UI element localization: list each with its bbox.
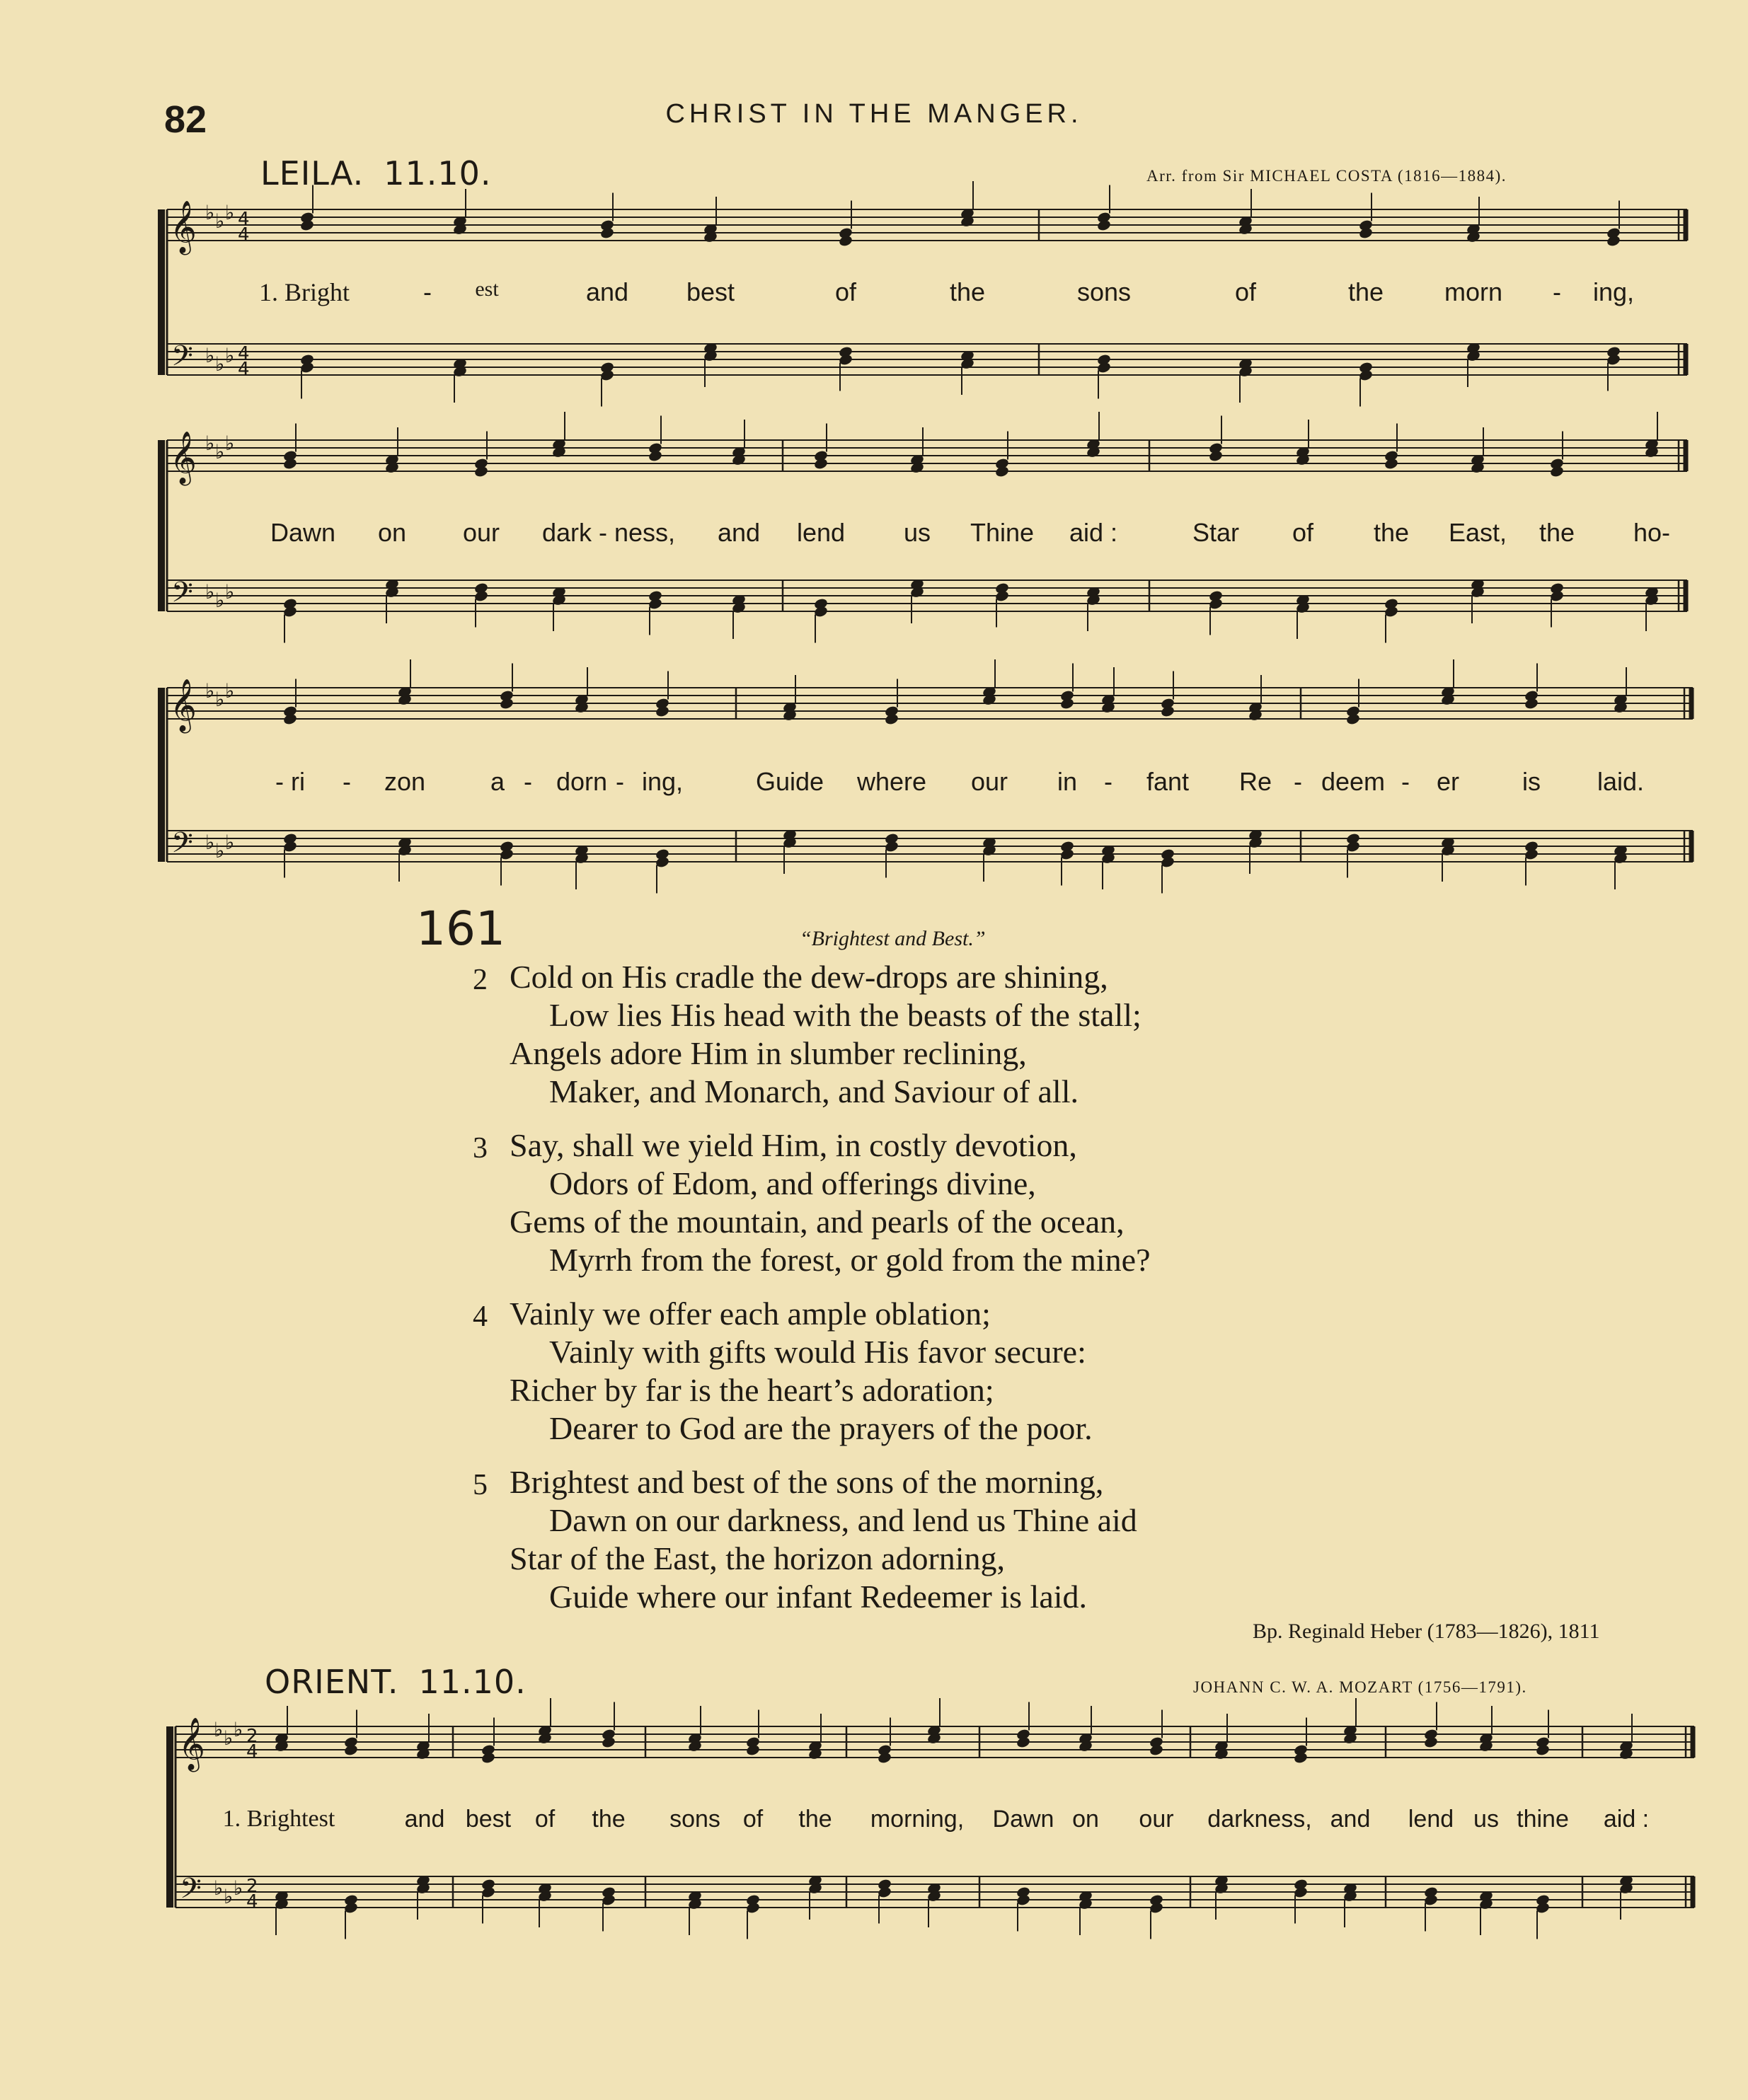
lyric-syllable: Re: [1238, 767, 1272, 796]
time-signature: 2: [246, 1876, 258, 1897]
lyric-syllable: of: [1234, 277, 1257, 306]
stanza-line: Cold on His cradle the dew-drops are shining,: [510, 959, 1108, 995]
lyric-syllable: lend: [796, 518, 846, 547]
lyric-syllable: morn: [1444, 277, 1503, 306]
tune-meter: 11.10.: [384, 154, 492, 192]
lyric-syllable: on: [377, 518, 407, 547]
stanza-line: Low lies His head with the beasts of the stall;: [549, 997, 1142, 1033]
stanza-line: Odors of Edom, and offerings divine,: [549, 1165, 1036, 1201]
flat-sign: ♭: [225, 679, 235, 703]
lyric-syllable: -: [1104, 767, 1112, 796]
lyric-syllable: a: [490, 767, 505, 796]
flat-sign: ♭: [205, 831, 215, 854]
lyric-syllable: Star: [1192, 518, 1240, 547]
bass-clef: 𝄢: [171, 576, 193, 616]
flat-sign: ♭: [234, 1718, 243, 1741]
lyric-syllable: -: [1401, 767, 1410, 796]
lyric-syllable: of: [742, 1806, 764, 1833]
time-signature: 4: [238, 209, 250, 230]
stanza-line: Guide where our infant Redeemer is laid.: [549, 1579, 1088, 1615]
stanza-line: Dawn on our darkness, and lend us Thine aid: [549, 1502, 1137, 1538]
tune-composer: Arr. from Sir MICHAEL COSTA (1816—1884).: [1146, 167, 1507, 185]
text-attribution: Bp. Reginald Heber (1783—1826), 1811: [1253, 1620, 1600, 1643]
hymn-number: 161: [416, 901, 505, 956]
stanza-line: Vainly with gifts would His favor secure:: [549, 1334, 1086, 1370]
stanza-number: 5: [473, 1469, 488, 1501]
flat-sign: ♭: [215, 589, 225, 612]
bass-clef: 𝄢: [180, 1872, 202, 1912]
running-head: CHRIST IN THE MANGER.: [665, 99, 1083, 129]
lyric-syllable: thine: [1517, 1806, 1569, 1833]
lyric-syllable: and: [585, 277, 629, 306]
lyric-syllable: -: [423, 277, 432, 306]
lyric-syllable: and: [1330, 1806, 1371, 1833]
stanza-line: Dearer to God are the prayers of the poor.: [549, 1410, 1093, 1446]
time-signature: 4: [238, 343, 250, 364]
lyric-syllable: our: [462, 518, 500, 547]
lyric-syllable: -: [1553, 277, 1561, 306]
flat-sign: ♭: [215, 839, 225, 862]
lyric-syllable: our: [970, 767, 1008, 796]
tune-orient-heading: [265, 1663, 527, 1701]
treble-clef: 𝄞: [170, 201, 197, 253]
flat-sign: ♭: [205, 432, 215, 455]
flat-sign: ♭: [225, 831, 235, 854]
lyric-syllable: lend: [1408, 1806, 1454, 1833]
lyric-syllable: the: [1347, 277, 1384, 306]
tune-name: LEILA.: [260, 154, 364, 192]
lyric-syllable: the: [798, 1806, 832, 1833]
lyric-syllable: -: [343, 767, 351, 796]
lyric-syllable: best: [686, 277, 735, 306]
lyric-syllable: of: [1292, 518, 1314, 547]
lyric-syllable: dark - ness,: [541, 518, 676, 547]
lyric-syllable: the: [1539, 518, 1575, 547]
lyric-syllable: est: [475, 277, 499, 301]
stanza-line: Myrrh from the forest, or gold from the mine?: [549, 1242, 1151, 1278]
lyric-syllable: of: [834, 277, 857, 306]
treble-clef: 𝄞: [178, 1718, 205, 1770]
bass-clef: 𝄢: [171, 826, 193, 866]
stanza-number: 3: [473, 1132, 488, 1165]
stanza-line: Star of the East, the horizon adorning,: [510, 1540, 1006, 1576]
lyric-syllable: us: [903, 518, 931, 547]
stanza-line: Gems of the mountain, and pearls of the ocean,: [510, 1204, 1125, 1240]
lyric-syllable: dorn: [556, 767, 608, 796]
lyric-syllable: the: [1373, 518, 1410, 547]
lyric-syllable: - ri: [275, 767, 305, 796]
lyric-syllable: deem: [1321, 767, 1386, 796]
bass-clef: 𝄢: [171, 340, 193, 379]
stanza-line: Vainly we offer each ample oblation;: [510, 1296, 991, 1332]
page-number: 82: [164, 98, 207, 141]
lyric-syllable: darkness,: [1207, 1806, 1312, 1833]
lyric-syllable: Dawn: [270, 518, 336, 547]
flat-sign: ♭: [225, 201, 235, 224]
flat-sign: ♭: [234, 1876, 243, 1900]
flat-sign: ♭: [224, 1726, 234, 1750]
stanza-line: Brightest and best of the sons of the morning,: [510, 1464, 1104, 1500]
stanza-line: Angels adore Him in slumber reclining,: [510, 1035, 1027, 1071]
lyric-syllable: ing,: [1592, 277, 1635, 306]
lyric-syllable: 1. Brightest: [222, 1806, 335, 1832]
lyric-syllable: is: [1522, 767, 1541, 796]
time-signature: 4: [246, 1741, 258, 1762]
flat-sign: ♭: [215, 352, 225, 376]
flat-sign: ♭: [205, 679, 215, 703]
flat-sign: ♭: [224, 1885, 234, 1908]
tune-name: ORIENT.: [265, 1663, 399, 1701]
lyric-syllable: of: [534, 1806, 556, 1833]
lyric-syllable: sons: [669, 1806, 720, 1833]
flat-sign: ♭: [205, 580, 215, 604]
stanza-number: 4: [473, 1300, 488, 1333]
flat-sign: ♭: [205, 201, 215, 224]
flat-sign: ♭: [225, 344, 235, 367]
lyric-syllable: us: [1473, 1806, 1499, 1833]
lyric-syllable: morning,: [870, 1806, 965, 1833]
lyric-syllable: and: [717, 518, 761, 547]
lyric-syllable: East,: [1448, 518, 1507, 547]
lyric-syllable: Dawn: [992, 1806, 1054, 1833]
time-signature: 4: [246, 1891, 258, 1912]
time-signature: 4: [238, 224, 250, 246]
lyric-syllable: er: [1436, 767, 1460, 796]
time-signature: 4: [238, 359, 250, 380]
flat-sign: ♭: [214, 1876, 224, 1900]
lyric-syllable: 1. Bright: [258, 278, 350, 306]
lyric-syllable: zon: [384, 767, 426, 796]
lyric-syllable: Guide: [755, 767, 824, 796]
tune-composer: JOHANN C. W. A. MOZART (1756—1791).: [1193, 1678, 1527, 1696]
hymn-title: “Brightest and Best.”: [800, 927, 986, 950]
lyric-syllable: where: [856, 767, 927, 796]
treble-clef: 𝄞: [170, 432, 197, 484]
stanza-number: 2: [473, 964, 488, 996]
lyric-syllable: our: [1139, 1806, 1174, 1833]
time-signature: 2: [246, 1726, 258, 1747]
tune-meter: 11.10.: [418, 1663, 527, 1701]
lyric-syllable: ho-: [1633, 518, 1671, 547]
flat-sign: ♭: [215, 688, 225, 711]
lyric-syllable: best: [465, 1806, 512, 1833]
lyric-syllable: in: [1057, 767, 1078, 796]
treble-clef: 𝄞: [170, 679, 197, 732]
flat-sign: ♭: [214, 1718, 224, 1741]
flat-sign: ♭: [225, 580, 235, 604]
lyric-syllable: and: [404, 1806, 445, 1833]
flat-sign: ♭: [225, 432, 235, 455]
flat-sign: ♭: [215, 209, 225, 233]
lyric-syllable: -: [1294, 767, 1302, 796]
lyric-syllable: fant: [1146, 767, 1190, 796]
lyric-syllable: aid :: [1603, 1806, 1650, 1833]
flat-sign: ♭: [215, 440, 225, 463]
stanza-line: Richer by far is the heart’s adoration;: [510, 1372, 994, 1408]
lyric-syllable: the: [592, 1806, 626, 1833]
lyric-syllable: -: [524, 767, 532, 796]
lyric-syllable: laid.: [1597, 767, 1645, 796]
stanza-line: Say, shall we yield Him, in costly devotion,: [510, 1127, 1077, 1163]
lyric-syllable: -: [616, 767, 624, 796]
lyric-syllable: ing,: [641, 767, 684, 796]
lyric-syllable: sons: [1076, 277, 1132, 306]
lyric-syllable: aid :: [1069, 518, 1118, 547]
lyric-syllable: the: [949, 277, 986, 306]
lyric-syllable: Thine: [970, 518, 1035, 547]
flat-sign: ♭: [205, 344, 215, 367]
lyric-syllable: on: [1072, 1806, 1099, 1833]
stanza-line: Maker, and Monarch, and Saviour of all.: [549, 1073, 1079, 1109]
